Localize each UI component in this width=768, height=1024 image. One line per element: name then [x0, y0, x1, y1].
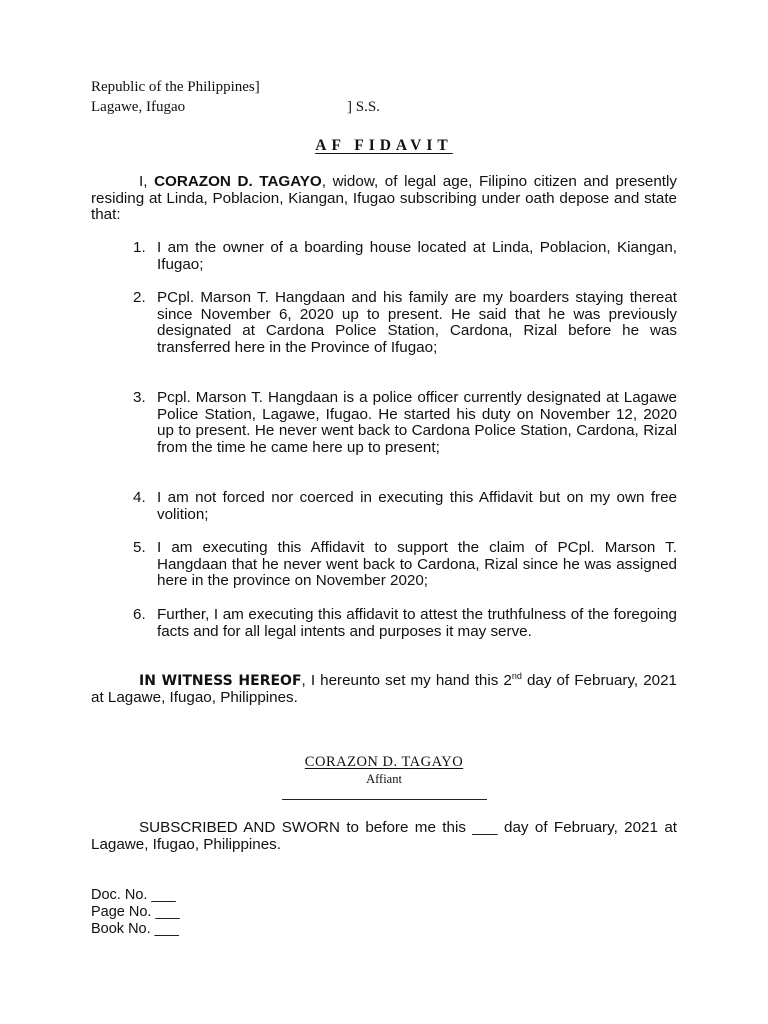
- doc-number: Doc. No. ___: [91, 887, 176, 903]
- statement-text: I am executing this Affidavit to support the claim of PCpl. Marson T. Hangdaan that he never went back to Cardona, Rizal since he was assigned here in the province on November 2020;: [157, 539, 677, 590]
- statement-item: [133, 490, 677, 523]
- statement-item: [133, 240, 677, 273]
- document-title: [0, 137, 768, 155]
- statement-item: [133, 290, 677, 356]
- statement-text: PCpl. Marson T. Hangdaan and his family are my boarders staying thereat since November 6, 2020 up to present. He said that he was previously designated at Cardona Police Station, Cardona, Rizal before he was transferred here in the Province of Ifugao;: [157, 289, 677, 356]
- intro-pre: I,: [139, 173, 155, 190]
- statement-text: I am not forced nor coerced in executing this Affidavit but on my own free volition;: [157, 489, 677, 523]
- page-number: Page No. ___: [91, 904, 180, 920]
- statement-item: [133, 540, 677, 590]
- statement-text: I am the owner of a boarding house located at Linda, Poblacion, Kiangan, Ifugao;: [157, 239, 677, 273]
- statement-number: 4.: [133, 489, 146, 506]
- book-number: Book No. ___: [91, 921, 179, 937]
- witness-ordinal: nd: [511, 670, 522, 681]
- signature-line: [282, 799, 487, 800]
- statement-item: [133, 390, 677, 456]
- statement-number: 2.: [133, 289, 146, 306]
- statement-number: 1.: [133, 239, 146, 256]
- venue-locality: Lagawe, Ifugao: [91, 99, 186, 115]
- witness-paragraph: [91, 670, 678, 706]
- venue-ss: ] S.S.: [347, 99, 380, 115]
- affiant-name-inline: CORAZON D. TAGAYO: [154, 173, 322, 190]
- statement-number: 5.: [133, 539, 146, 556]
- signature-role: Affiant: [366, 772, 402, 786]
- statement-number: 3.: [133, 389, 146, 406]
- intro-post: , widow, of legal age, Filipino citizen and presently residing at Linda, Poblacion, Kiangan, Ifugao subscribing under oath depose and state that:: [91, 173, 677, 224]
- statement-text: Further, I am executing this affidavit to attest the truthfulness of the foregoing facts and for all legal intents and purposes it may serve.: [157, 606, 677, 640]
- jurat-paragraph: SUBSCRIBED AND SWORN to before me this ___ day of February, 2021 at Lagawe, Ifugao, Philippines.: [91, 819, 677, 853]
- document-title-text: AF FIDAVIT: [315, 137, 453, 154]
- statement-text: Pcpl. Marson T. Hangdaan is a police officer currently designated at Lagawe Police Station, Lagawe, Ifugao. He started his duty on November 12, 2020 up to present. He never went back to Cardona Police Station, Cardona, Rizal from the time he came here up to present;: [157, 389, 677, 456]
- witness-text-2: day of February, 2021 at Lagawe, Ifugao, Philippines.: [91, 672, 678, 706]
- statement-number: 6.: [133, 606, 146, 623]
- witness-text-1: , I hereunto set my hand this 2: [301, 672, 512, 689]
- venue-country: Republic of the Philippines]: [91, 79, 260, 95]
- witness-lead: IN WITNESS HEREOF: [139, 673, 302, 689]
- statement-item: [133, 607, 677, 640]
- signature-name-text: CORAZON D. TAGAYO: [304, 754, 464, 770]
- signature-name: [0, 754, 768, 771]
- intro-paragraph: [91, 174, 677, 224]
